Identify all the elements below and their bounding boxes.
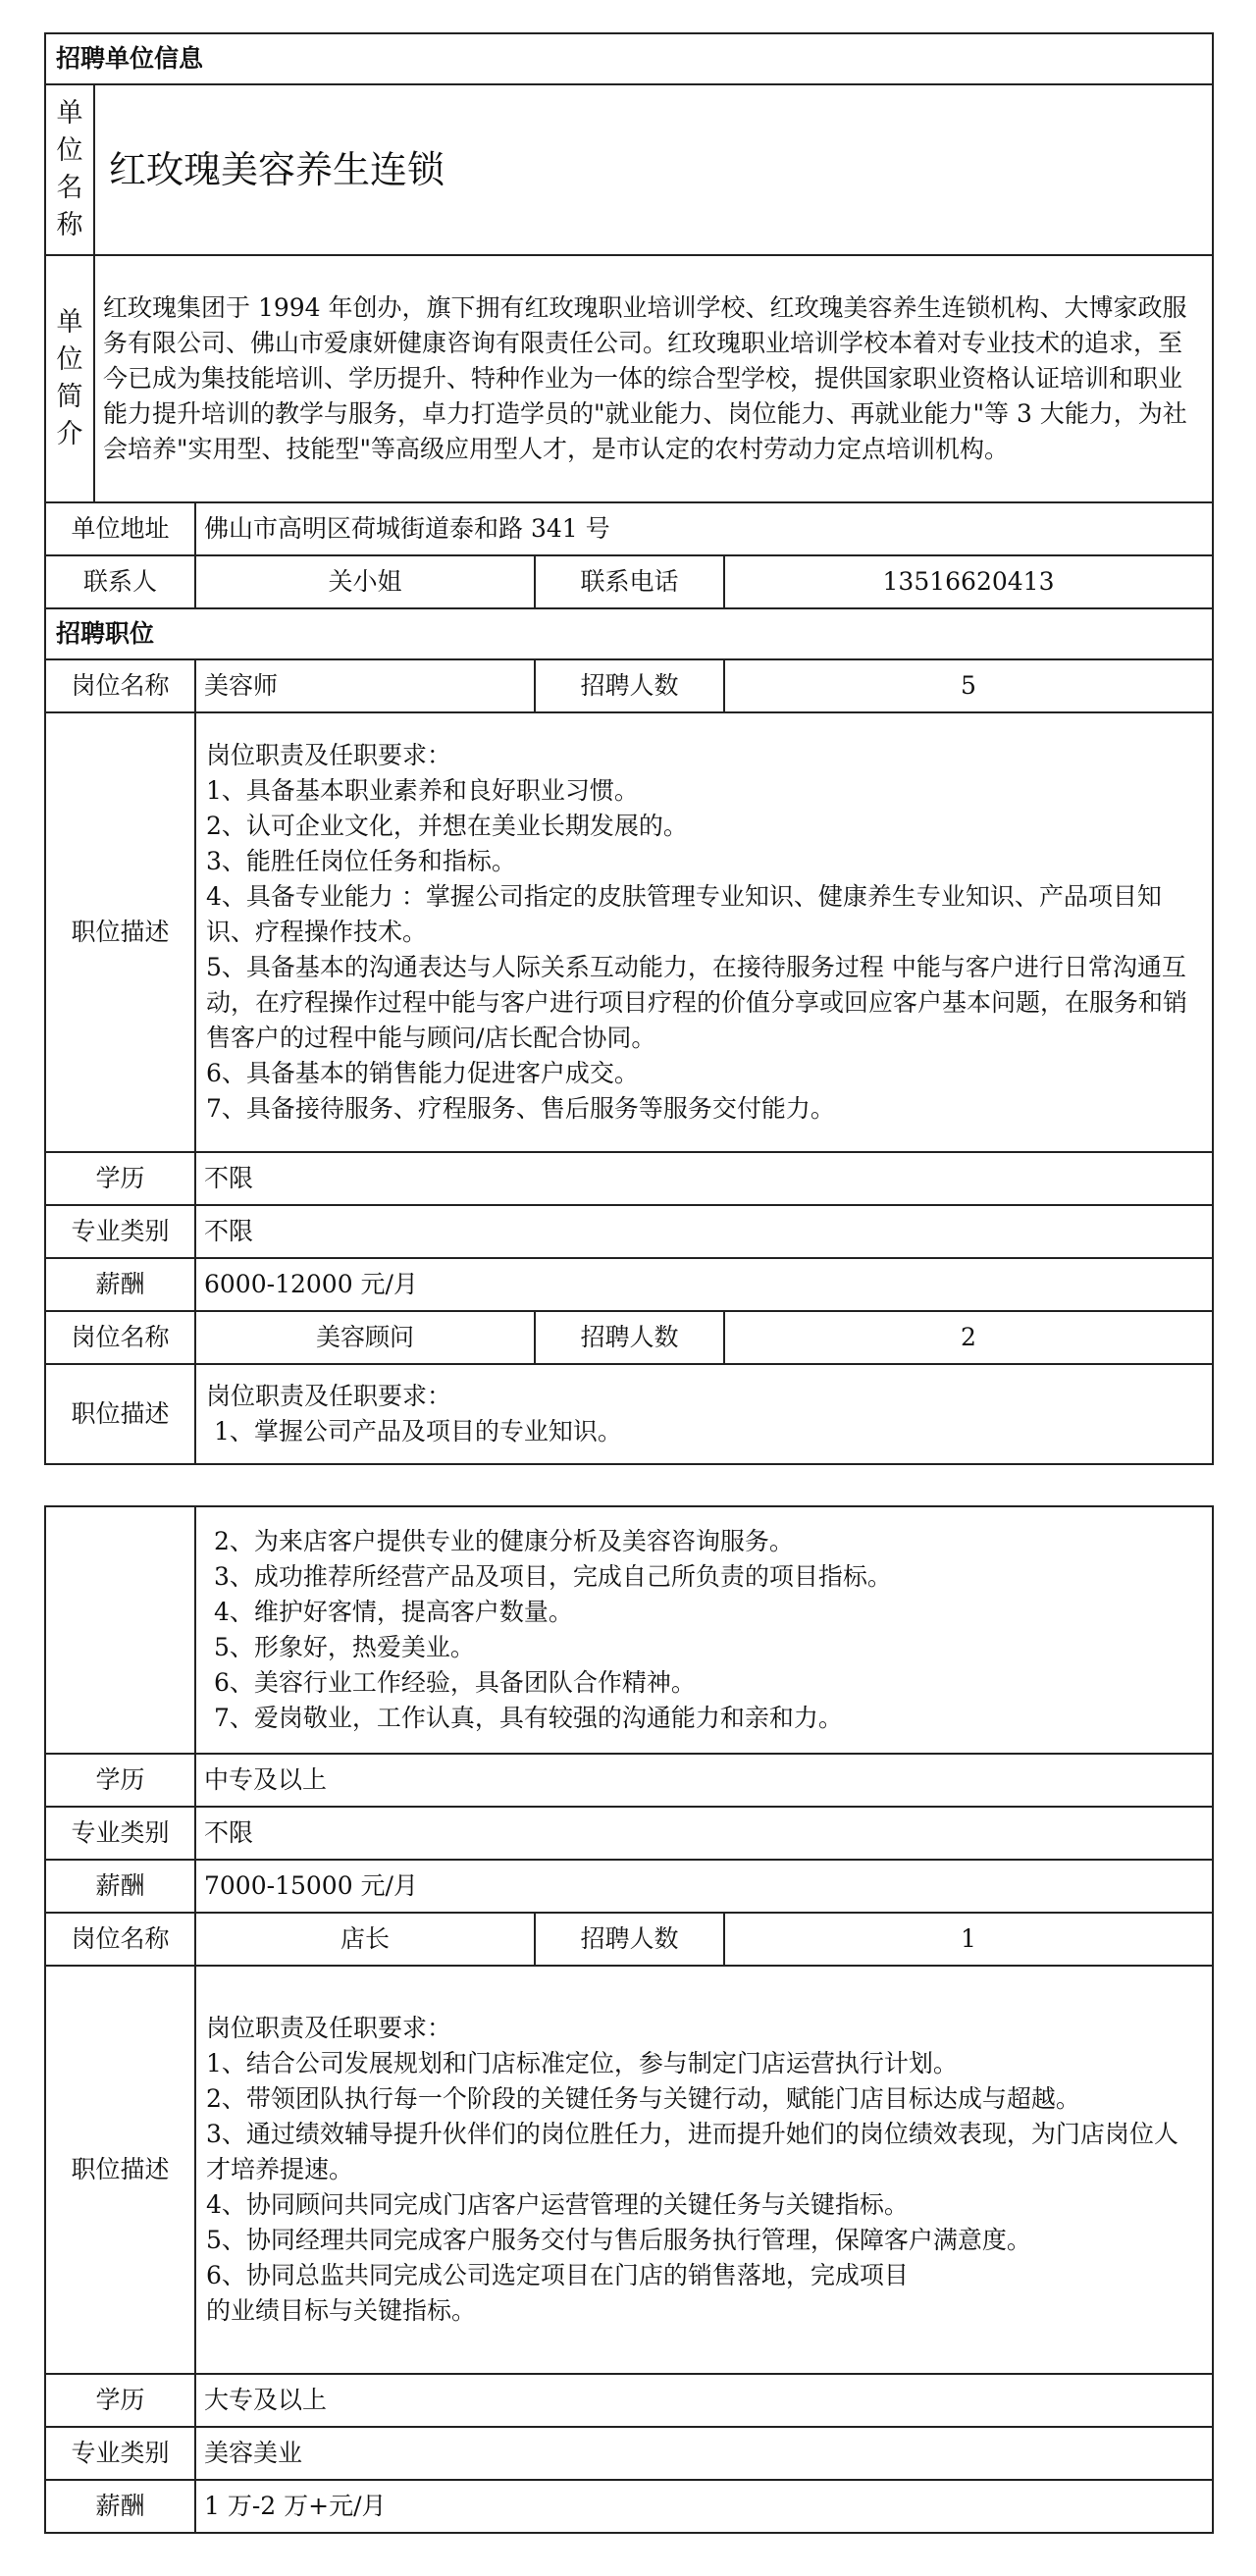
desc-line: 岗位职责及任职要求： — [206, 741, 452, 769]
company-intro: 红玫瑰集团于 1994 年创办，旗下拥有红玫瑰职业培训学校、红玫瑰美容养生连锁机构、大博家政服务有限公司、佛山市爱康妍健康咨询有限责任公司。红玫瑰职业培训学校本着对专业技术的追求，至今已成为集技能培训、学历提升、特种作业为一体的综合型学校，提供国家职业资格认证培训和职业能力提升培训的教学与服务，卓力打造学员的"就业能力、岗位能力、再就业能力"等 3 大能力，为社会培养"实用型、技能型"等高级应用型人才，是市认定的农村劳动力定点培训机构。 — [94, 255, 1213, 502]
job1-description-label: 职位描述 — [45, 712, 195, 1152]
job3-education-label: 学历 — [45, 2374, 195, 2427]
recruitment-table-page1 — [44, 32, 1214, 1465]
desc-line: 岗位职责及任职要求： — [206, 1382, 452, 1410]
desc-line: 6、协同总监共同完成公司选定项目在门店的销售落地，完成项目 — [206, 2261, 909, 2289]
job1-count-label: 招聘人数 — [535, 659, 724, 712]
desc-line: 2、带领团队执行每一个阶段的关键任务与关键行动，赋能门店目标达成与超越。 — [206, 2084, 1080, 2113]
job2-position-label: 岗位名称 — [45, 1311, 195, 1364]
desc-line: 1、结合公司发展规划和门店标准定位，参与制定门店运营执行计划。 — [206, 2049, 958, 2077]
job3-education: 大专及以上 — [195, 2374, 1213, 2427]
job2-major-label: 专业类别 — [45, 1807, 195, 1860]
job3-position-label: 岗位名称 — [45, 1913, 195, 1966]
desc-line: 3、能胜任岗位任务和指标。 — [206, 847, 516, 875]
job1-position: 美容师 — [195, 659, 535, 712]
job3-position: 店长 — [195, 1913, 535, 1966]
company-section-title: 招聘单位信息 — [45, 33, 1213, 84]
job2-description-part2 — [195, 1506, 1213, 1754]
job1-education-label: 学历 — [45, 1152, 195, 1205]
job2-position: 美容顾问 — [195, 1311, 535, 1364]
job1-position-label: 岗位名称 — [45, 659, 195, 712]
job1-description — [195, 712, 1213, 1152]
desc-line: 的业绩目标与关键指标。 — [206, 2296, 477, 2325]
desc-line: 1、掌握公司产品及项目的专业知识。 — [206, 1417, 622, 1446]
company-address: 佛山市高明区荷城街道泰和路 341 号 — [195, 502, 1213, 555]
job2-count-label: 招聘人数 — [535, 1311, 724, 1364]
desc-line: 7、爱岗敬业，工作认真，具有较强的沟通能力和亲和力。 — [206, 1704, 843, 1732]
desc-line: 1、具备基本职业素养和良好职业习惯。 — [206, 776, 639, 805]
desc-line: 5、协同经理共同完成客户服务交付与售后服务执行管理，保障客户满意度。 — [206, 2226, 1031, 2254]
job2-description-continued-label — [45, 1506, 195, 1754]
desc-line: 4、维护好客情，提高客户数量。 — [206, 1598, 573, 1626]
desc-line: 4、协同顾问共同完成门店客户运营管理的关键任务与关键指标。 — [206, 2190, 909, 2219]
contact-phone: 13516620413 — [724, 555, 1213, 608]
job1-salary-label: 薪酬 — [45, 1258, 195, 1311]
desc-line: 2、为来店客户提供专业的健康分析及美容咨询服务。 — [206, 1527, 794, 1555]
job2-salary: 7000-15000 元/月 — [195, 1860, 1213, 1913]
job3-major-label: 专业类别 — [45, 2427, 195, 2480]
job2-education: 中专及以上 — [195, 1754, 1213, 1807]
desc-line: 6、具备基本的销售能力促进客户成交。 — [206, 1059, 639, 1087]
job1-education: 不限 — [195, 1152, 1213, 1205]
recruitment-table-page2 — [44, 1505, 1214, 2534]
job2-education-label: 学历 — [45, 1754, 195, 1807]
job3-salary: 1 万-2 万+元/月 — [195, 2480, 1213, 2533]
job2-major: 不限 — [195, 1807, 1213, 1860]
job3-major: 美容美业 — [195, 2427, 1213, 2480]
jobs-section-title: 招聘职位 — [45, 608, 1213, 659]
company-name: 红玫瑰美容养生连锁 — [94, 84, 1213, 255]
desc-line: 3、通过绩效辅导提升伙伴们的岗位胜任力，进而提升她们的岗位绩效表现，为门店岗位人才培养提速。 — [206, 2120, 1178, 2183]
address-label: 单位地址 — [45, 502, 195, 555]
job2-description-part1 — [195, 1364, 1213, 1464]
job1-major-label: 专业类别 — [45, 1205, 195, 1258]
job1-major: 不限 — [195, 1205, 1213, 1258]
job3-description — [195, 1966, 1213, 2374]
job3-count-label: 招聘人数 — [535, 1913, 724, 1966]
contact-label: 联系人 — [45, 555, 195, 608]
company-name-label: 单 位 名 称 — [45, 84, 94, 255]
job2-count: 2 — [724, 1311, 1213, 1364]
job3-salary-label: 薪酬 — [45, 2480, 195, 2533]
desc-line: 4、具备专业能力 ：掌握公司指定的皮肤管理专业知识、健康养生专业知识、产品项目知识、疗程操作技术。 — [206, 882, 1162, 946]
desc-line: 岗位职责及任职要求： — [206, 2014, 452, 2042]
phone-label: 联系电话 — [535, 555, 724, 608]
desc-line: 7、具备接待服务、疗程服务、售后服务等服务交付能力。 — [206, 1094, 835, 1123]
job1-count: 5 — [724, 659, 1213, 712]
desc-line: 3、成功推荐所经营产品及项目，完成自己所负责的项目指标。 — [206, 1562, 892, 1591]
job2-description-label: 职位描述 — [45, 1364, 195, 1464]
job3-description-label: 职位描述 — [45, 1966, 195, 2374]
desc-line: 5、形象好，热爱美业。 — [206, 1633, 475, 1661]
desc-line: 6、美容行业工作经验，具备团队合作精神。 — [206, 1668, 696, 1697]
job3-count: 1 — [724, 1913, 1213, 1966]
contact-name: 关小姐 — [195, 555, 535, 608]
desc-line: 2、认可企业文化，并想在美业长期发展的。 — [206, 812, 688, 840]
company-intro-label: 单 位 简 介 — [45, 255, 94, 502]
job1-salary: 6000-12000 元/月 — [195, 1258, 1213, 1311]
desc-line: 5、具备基本的沟通表达与人际关系互动能力，在接待服务过程 中能与客户进行日常沟通互动，在疗程操作过程中能与客户进行项目疗程的价值分享或回应客户基本问题，在服务和销售客户的过程中能与顾问/店长配合协同。 — [206, 953, 1188, 1052]
job2-salary-label: 薪酬 — [45, 1860, 195, 1913]
